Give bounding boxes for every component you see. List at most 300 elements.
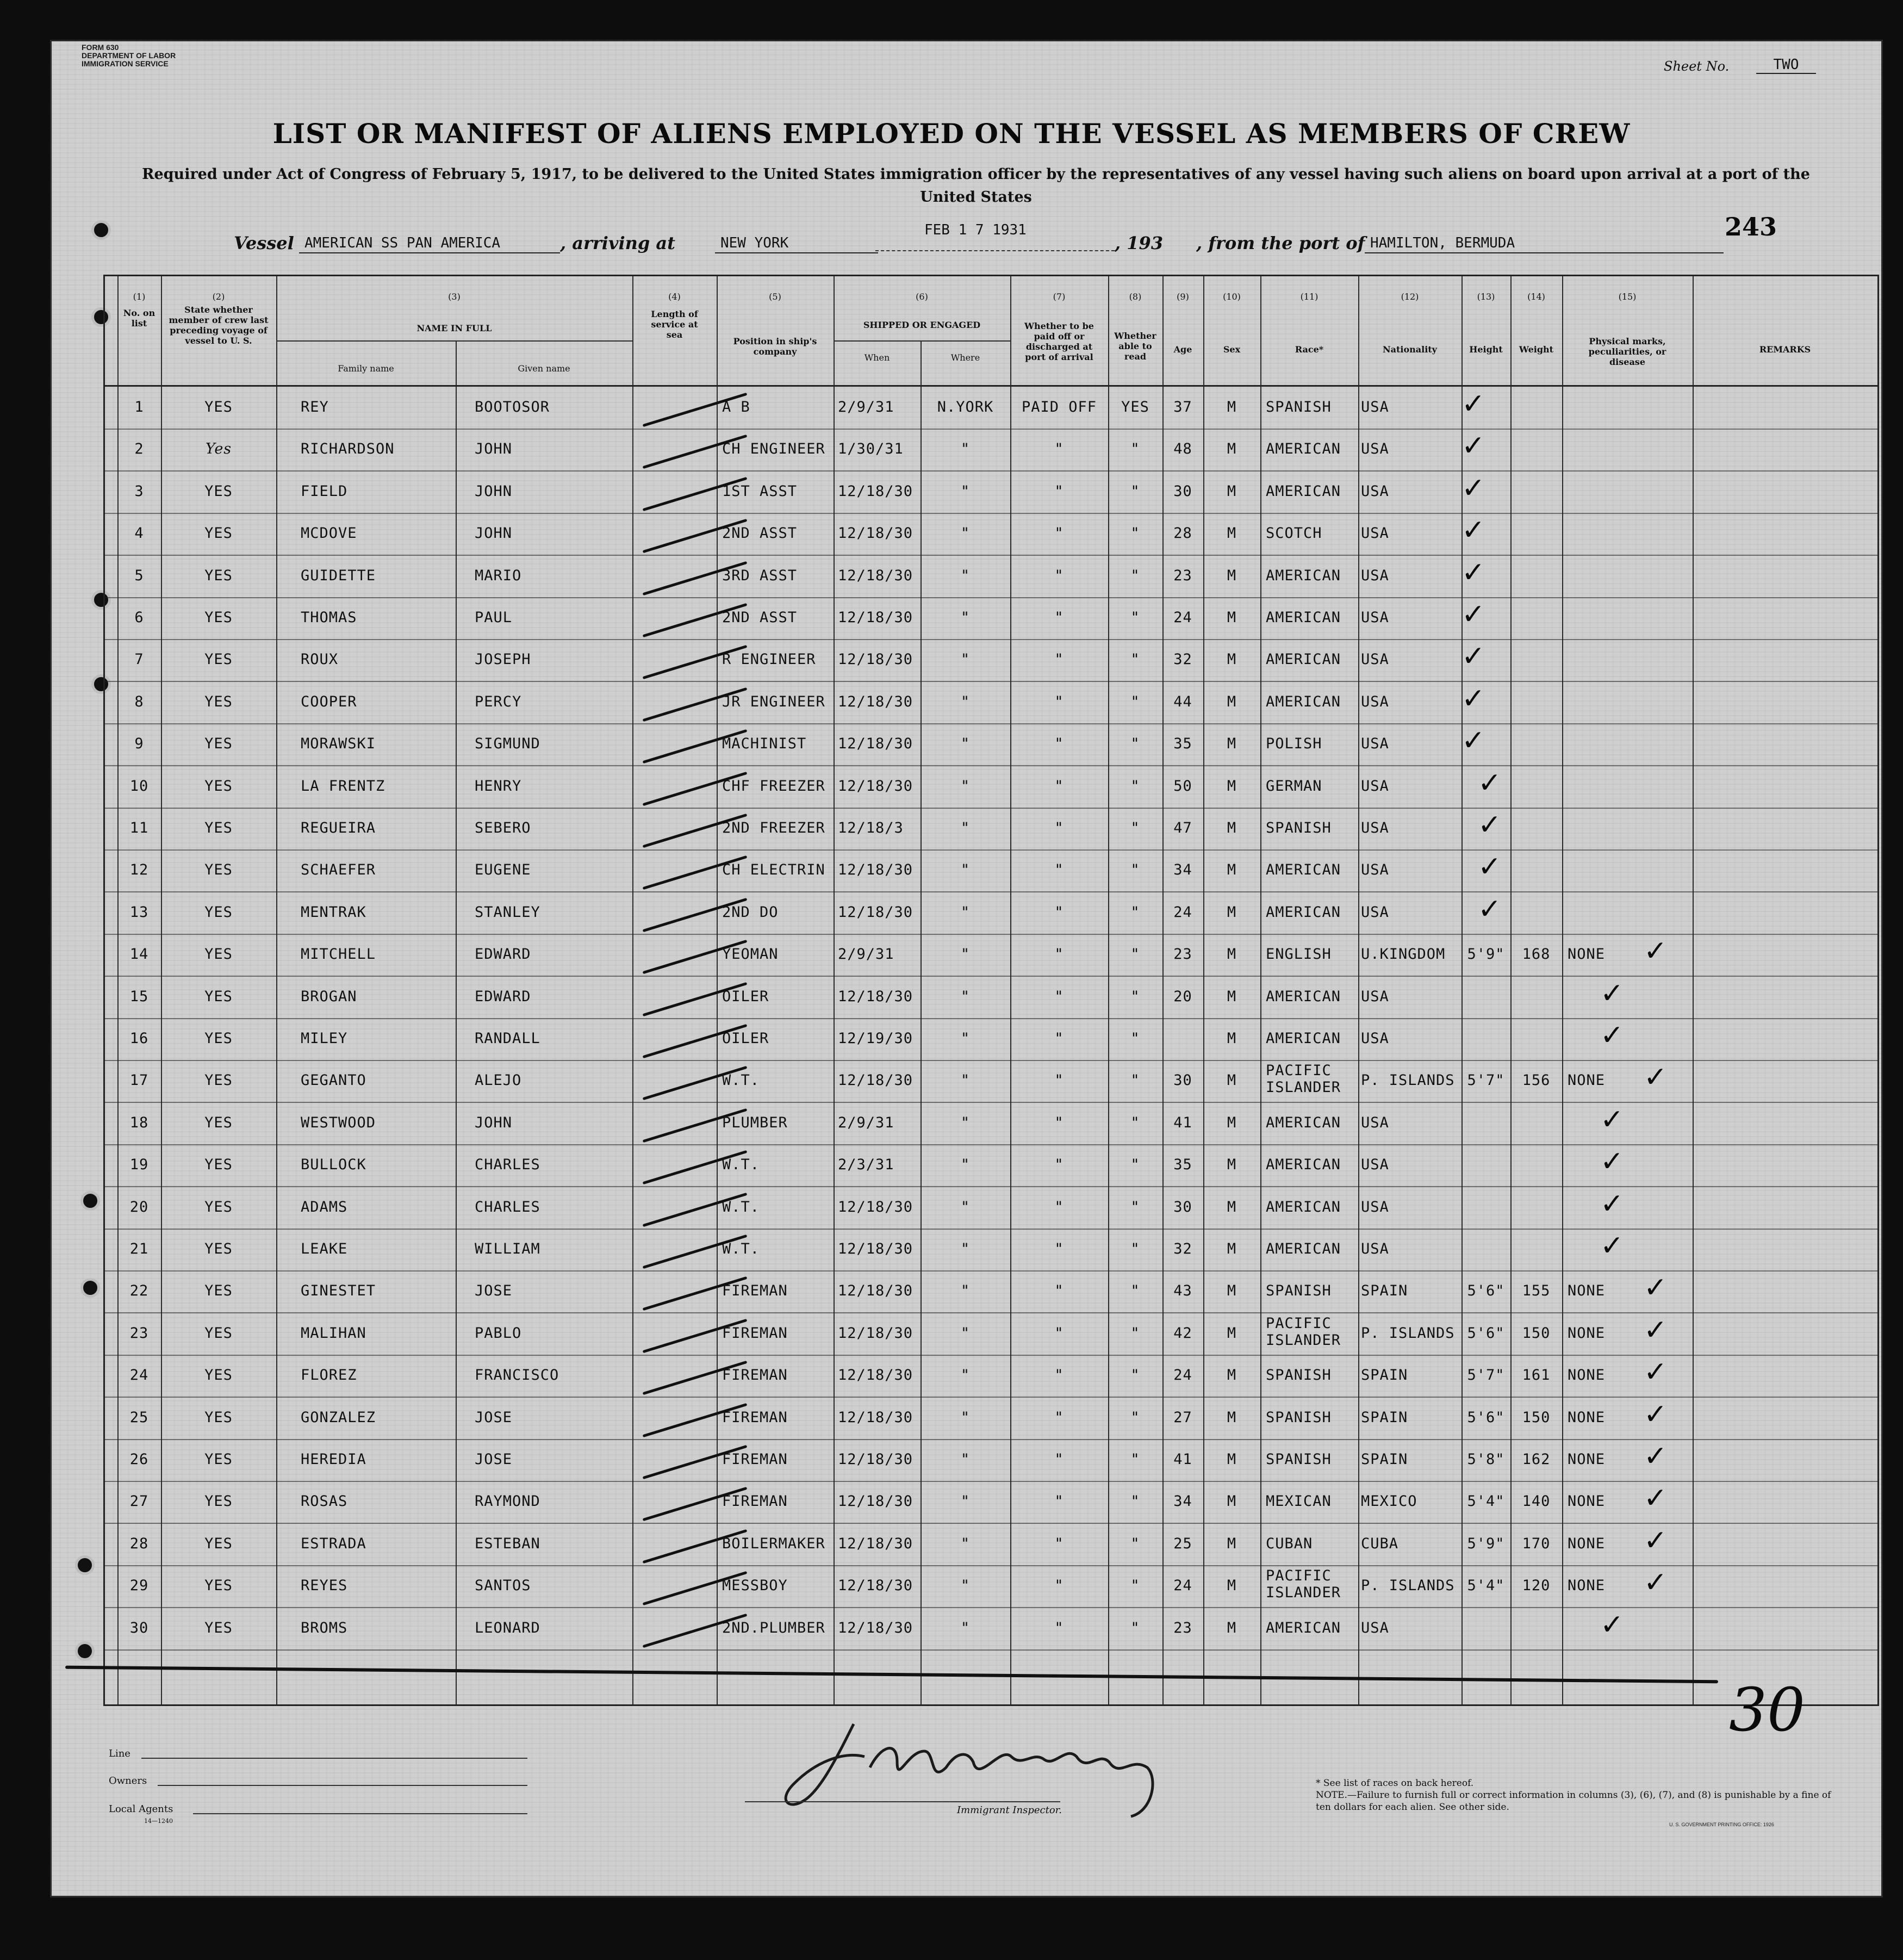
physical-marks: NONE bbox=[1568, 1072, 1606, 1089]
nationality: USA bbox=[1361, 567, 1389, 584]
race-line-1: PACIFIC bbox=[1266, 1314, 1332, 1332]
able-to-read: " bbox=[1130, 693, 1140, 710]
table-row bbox=[105, 723, 1877, 766]
shipped-when: 12/18/30 bbox=[838, 903, 913, 921]
shipped-where: " bbox=[960, 1072, 971, 1089]
position: FIREMAN bbox=[722, 1493, 788, 1510]
physical-marks: NONE bbox=[1568, 946, 1606, 963]
shipped-where: " bbox=[960, 1409, 971, 1426]
col15-num: (15) bbox=[1618, 291, 1637, 302]
family-name: SCHAEFER bbox=[301, 861, 376, 879]
form-code: 14—1240 bbox=[144, 1818, 173, 1825]
able-to-read: " bbox=[1130, 1156, 1140, 1174]
col-header-where: Where bbox=[950, 352, 980, 363]
paid-off: " bbox=[1054, 482, 1064, 500]
race: SPANISH bbox=[1266, 820, 1332, 836]
sex: M bbox=[1227, 820, 1237, 836]
able-to-read: " bbox=[1130, 567, 1140, 584]
position: 2ND FREEZER bbox=[722, 820, 825, 836]
shipped-when: 12/18/30 bbox=[838, 482, 913, 500]
given-name: BOOTOSOR bbox=[475, 399, 550, 415]
race: AMERICAN bbox=[1266, 693, 1341, 710]
position: 2ND ASST bbox=[722, 609, 798, 626]
able-to-read: " bbox=[1130, 609, 1140, 626]
col-header-weight: Weight bbox=[1519, 344, 1554, 355]
race bbox=[1266, 1567, 1358, 1601]
check-mark-icon: ✓ bbox=[1462, 640, 1485, 673]
weight: 161 bbox=[1522, 1367, 1551, 1384]
position: PLUMBER bbox=[722, 1114, 788, 1131]
punch-hole bbox=[91, 220, 111, 240]
position: OILER bbox=[722, 988, 769, 1005]
family-name: MENTRAK bbox=[301, 903, 366, 921]
weight: 155 bbox=[1522, 1282, 1551, 1300]
row-number: 17 bbox=[129, 1072, 149, 1089]
given-name: EUGENE bbox=[475, 861, 531, 879]
race-line-1: PACIFIC bbox=[1266, 1062, 1332, 1080]
able-to-read: " bbox=[1130, 861, 1140, 879]
nationality: CUBA bbox=[1361, 1535, 1399, 1552]
paid-off: " bbox=[1054, 1367, 1064, 1384]
table-row bbox=[105, 1481, 1877, 1524]
nationality: USA bbox=[1361, 441, 1389, 458]
paid-off: " bbox=[1054, 820, 1064, 836]
col-header-length: Length of service at sea bbox=[651, 309, 698, 340]
table-row bbox=[105, 1355, 1877, 1398]
height: 5'6" bbox=[1467, 1282, 1505, 1300]
weight: 120 bbox=[1522, 1577, 1551, 1595]
nationality: USA bbox=[1361, 525, 1389, 542]
race: SPANISH bbox=[1266, 1451, 1332, 1468]
arriving-field: NEW YORK bbox=[715, 234, 878, 253]
paid-off: " bbox=[1054, 1240, 1064, 1257]
previous-voyage: YES bbox=[204, 820, 233, 836]
col-header-name: NAME IN FULL bbox=[416, 323, 492, 333]
shipped-where: " bbox=[960, 1324, 971, 1342]
table-row bbox=[105, 1608, 1877, 1651]
previous-voyage: YES bbox=[204, 525, 233, 542]
paid-off: " bbox=[1054, 693, 1064, 710]
position: W.T. bbox=[722, 1156, 760, 1174]
physical-marks: NONE bbox=[1568, 1367, 1606, 1384]
paid-off: " bbox=[1054, 777, 1064, 795]
physical-marks: NONE bbox=[1568, 1577, 1606, 1595]
physical-marks: NONE bbox=[1568, 1493, 1606, 1510]
year-label: , 193 bbox=[1115, 233, 1164, 253]
age: 42 bbox=[1173, 1324, 1192, 1342]
from-label: , from the port of bbox=[1196, 233, 1365, 253]
col-header-shipped: SHIPPED OR ENGAGED bbox=[863, 320, 981, 330]
shipped-where: " bbox=[960, 693, 971, 710]
family-name: BULLOCK bbox=[301, 1156, 366, 1174]
page-subtitle: Required under Act of Congress of February 5, 1917, to be delivered to the United States immigration officer by the representatives of any vessel having such aliens on board upon arrival at a port of the United States bbox=[142, 166, 1810, 206]
shipped-where: " bbox=[960, 988, 971, 1005]
paid-off: " bbox=[1054, 1198, 1064, 1215]
race: SPANISH bbox=[1266, 1282, 1332, 1300]
sheet-label: Sheet No. bbox=[1664, 59, 1730, 74]
date-line bbox=[875, 250, 1115, 251]
race bbox=[1266, 1062, 1358, 1096]
table-row bbox=[105, 1439, 1877, 1482]
table-row bbox=[105, 1523, 1877, 1566]
col14-num: (14) bbox=[1527, 291, 1545, 302]
shipped-when: 12/18/30 bbox=[838, 1367, 913, 1384]
given-name: HENRY bbox=[475, 777, 522, 795]
able-to-read: " bbox=[1130, 1324, 1140, 1342]
shipped-when: 2/9/31 bbox=[838, 946, 894, 963]
position: A B bbox=[722, 399, 750, 415]
physical-marks: NONE bbox=[1568, 1409, 1606, 1426]
check-mark-icon: ✓ bbox=[1462, 388, 1485, 420]
age: 25 bbox=[1173, 1535, 1192, 1552]
family-name: HEREDIA bbox=[301, 1451, 366, 1468]
position: FIREMAN bbox=[722, 1409, 788, 1426]
nationality: USA bbox=[1361, 735, 1389, 753]
shipped-when: 12/18/30 bbox=[838, 1451, 913, 1468]
nationality: USA bbox=[1361, 1156, 1389, 1174]
table-row bbox=[105, 808, 1877, 851]
sex: M bbox=[1227, 988, 1237, 1005]
nationality: P. ISLANDS bbox=[1361, 1577, 1455, 1595]
family-name: RICHARDSON bbox=[301, 441, 395, 458]
nationality: SPAIN bbox=[1361, 1367, 1408, 1384]
sex: M bbox=[1227, 1156, 1237, 1174]
height: 5'4" bbox=[1467, 1577, 1505, 1595]
shipped-where: N.YORK bbox=[937, 399, 994, 415]
height: 5'8" bbox=[1467, 1451, 1505, 1468]
sex: M bbox=[1227, 903, 1237, 921]
col-header-family: Family name bbox=[338, 363, 394, 374]
race: AMERICAN bbox=[1266, 988, 1341, 1005]
shipped-when: 1/30/31 bbox=[838, 441, 904, 458]
sex: M bbox=[1227, 1240, 1237, 1257]
sex: M bbox=[1227, 693, 1237, 710]
family-name: ADAMS bbox=[301, 1198, 348, 1215]
nationality: P. ISLANDS bbox=[1361, 1324, 1455, 1342]
sex: M bbox=[1227, 1367, 1237, 1384]
shipped-when: 12/18/30 bbox=[838, 1240, 913, 1257]
race: AMERICAN bbox=[1266, 1030, 1341, 1047]
previous-voyage: YES bbox=[204, 1367, 233, 1384]
check-mark-icon: ✓ bbox=[1644, 935, 1668, 968]
vessel-field: AMERICAN SS PAN AMERICA bbox=[299, 234, 560, 253]
row-number: 13 bbox=[129, 903, 149, 921]
able-to-read: " bbox=[1130, 441, 1140, 458]
race-line-2: ISLANDER bbox=[1266, 1331, 1341, 1349]
able-to-read: " bbox=[1130, 1535, 1140, 1552]
col-header-read: Whether able to read bbox=[1114, 331, 1156, 362]
age: 28 bbox=[1173, 525, 1192, 542]
able-to-read: YES bbox=[1121, 399, 1149, 415]
penalty-note-text: NOTE.—Failure to furnish full or correct information in columns (3), (6), (7), and (8) is punishable by a fine of ten dollars for each alien. See other side. bbox=[1316, 1790, 1831, 1813]
shipped-where: " bbox=[960, 861, 971, 879]
shipped-where: " bbox=[960, 651, 971, 668]
height: 5'6" bbox=[1467, 1324, 1505, 1342]
sex: M bbox=[1227, 1198, 1237, 1215]
age: 41 bbox=[1173, 1114, 1192, 1131]
nationality: USA bbox=[1361, 693, 1389, 710]
race: AMERICAN bbox=[1266, 1114, 1341, 1131]
shipped-where: " bbox=[960, 609, 971, 626]
position: CH ELECTRIN bbox=[722, 861, 825, 879]
position: FIREMAN bbox=[722, 1367, 788, 1384]
position: FIREMAN bbox=[722, 1282, 788, 1300]
family-name: MALIHAN bbox=[301, 1324, 366, 1342]
paid-off: " bbox=[1054, 1451, 1064, 1468]
given-name: EDWARD bbox=[475, 946, 531, 963]
nationality: SPAIN bbox=[1361, 1282, 1408, 1300]
nationality: USA bbox=[1361, 1240, 1389, 1257]
previous-voyage: YES bbox=[204, 567, 233, 584]
shipped-where: " bbox=[960, 946, 971, 963]
position: 2ND DO bbox=[722, 903, 779, 921]
given-name: JOHN bbox=[475, 1114, 513, 1131]
col10-num: (10) bbox=[1223, 291, 1241, 302]
given-name: STANLEY bbox=[475, 903, 540, 921]
shipped-when: 2/9/31 bbox=[838, 1114, 894, 1131]
check-mark-icon: ✓ bbox=[1644, 1440, 1668, 1473]
check-mark-icon: ✓ bbox=[1644, 1524, 1668, 1557]
given-name: FRANCISCO bbox=[475, 1367, 559, 1384]
race: CUBAN bbox=[1266, 1535, 1313, 1552]
row-number: 5 bbox=[134, 567, 144, 584]
check-mark-icon: ✓ bbox=[1600, 1230, 1624, 1262]
given-name: CHARLES bbox=[475, 1156, 540, 1174]
able-to-read: " bbox=[1130, 651, 1140, 668]
nationality: USA bbox=[1361, 609, 1389, 626]
position: W.T. bbox=[722, 1072, 760, 1089]
family-name: REY bbox=[301, 399, 329, 415]
able-to-read: " bbox=[1130, 1409, 1140, 1426]
sex: M bbox=[1227, 1114, 1237, 1131]
family-name: GUIDETTE bbox=[301, 567, 376, 584]
given-name: WILLIAM bbox=[475, 1240, 540, 1257]
shipped-when: 12/18/30 bbox=[838, 609, 913, 626]
row-number: 3 bbox=[134, 482, 144, 500]
given-name: PABLO bbox=[475, 1324, 522, 1342]
sex: M bbox=[1227, 567, 1237, 584]
race: SPANISH bbox=[1266, 1409, 1332, 1426]
race: GERMAN bbox=[1266, 777, 1322, 795]
weight: 150 bbox=[1522, 1409, 1551, 1426]
paid-off: " bbox=[1054, 903, 1064, 921]
age: 23 bbox=[1173, 567, 1192, 584]
given-name: JOSE bbox=[475, 1282, 513, 1300]
given-name: SANTOS bbox=[475, 1577, 531, 1595]
height: 5'9" bbox=[1467, 1535, 1505, 1552]
sex: M bbox=[1227, 1030, 1237, 1047]
sex: M bbox=[1227, 1324, 1237, 1342]
race-line-1: PACIFIC bbox=[1266, 1567, 1332, 1585]
previous-voyage: YES bbox=[204, 1282, 233, 1300]
row-number: 1 bbox=[134, 399, 144, 415]
sex: M bbox=[1227, 609, 1237, 626]
sheet-value: TWO bbox=[1756, 57, 1816, 74]
shipped-where: " bbox=[960, 567, 971, 584]
paid-off: PAID OFF bbox=[1021, 399, 1097, 415]
row-number: 6 bbox=[134, 609, 144, 626]
given-name: RANDALL bbox=[475, 1030, 540, 1047]
nationality: USA bbox=[1361, 777, 1389, 795]
age: 23 bbox=[1173, 946, 1192, 963]
sex: M bbox=[1227, 1619, 1237, 1636]
shipped-when: 12/18/30 bbox=[838, 525, 913, 542]
nationality: USA bbox=[1361, 988, 1389, 1005]
paid-off: " bbox=[1054, 567, 1064, 584]
able-to-read: " bbox=[1130, 1493, 1140, 1510]
age: 43 bbox=[1173, 1282, 1192, 1300]
race bbox=[1266, 1315, 1358, 1349]
previous-voyage: YES bbox=[204, 651, 233, 668]
form-identifier bbox=[82, 44, 176, 68]
row-number: 29 bbox=[129, 1577, 149, 1595]
check-mark-icon: ✓ bbox=[1478, 766, 1502, 799]
position: 2ND ASST bbox=[722, 525, 798, 542]
check-mark-icon: ✓ bbox=[1644, 1398, 1668, 1431]
race: MEXICAN bbox=[1266, 1493, 1332, 1510]
paid-off: " bbox=[1054, 1409, 1064, 1426]
nationality: SPAIN bbox=[1361, 1409, 1408, 1426]
shipped-when: 12/18/30 bbox=[838, 1619, 913, 1636]
position: W.T. bbox=[722, 1240, 760, 1257]
col-header-nationality: Nationality bbox=[1383, 344, 1437, 355]
previous-voyage: Yes bbox=[205, 441, 232, 458]
check-mark-icon: ✓ bbox=[1462, 556, 1485, 589]
able-to-read: " bbox=[1130, 988, 1140, 1005]
vessel-line bbox=[234, 222, 1756, 260]
row-number: 14 bbox=[129, 946, 149, 963]
race: AMERICAN bbox=[1266, 1156, 1341, 1174]
check-mark-icon: ✓ bbox=[1478, 892, 1502, 926]
paid-off: " bbox=[1054, 609, 1064, 626]
shipped-when: 12/18/30 bbox=[838, 567, 913, 584]
previous-voyage: YES bbox=[204, 1324, 233, 1342]
check-mark-icon: ✓ bbox=[1462, 472, 1485, 505]
age: 35 bbox=[1173, 1156, 1192, 1174]
row-number: 24 bbox=[129, 1367, 149, 1384]
row-number: 28 bbox=[129, 1535, 149, 1552]
shipped-where: " bbox=[960, 903, 971, 921]
physical-marks: NONE bbox=[1568, 1282, 1606, 1300]
table-row bbox=[105, 681, 1877, 724]
race-note-text: * See list of races on back hereof. bbox=[1316, 1778, 1474, 1789]
col-header-race: Race* bbox=[1295, 344, 1324, 355]
col6-num: (6) bbox=[916, 291, 928, 302]
check-mark-icon: ✓ bbox=[1600, 1103, 1624, 1136]
shipped-where: " bbox=[960, 1114, 971, 1131]
family-name: REGUEIRA bbox=[301, 820, 376, 836]
nationality: USA bbox=[1361, 820, 1389, 836]
given-name: CHARLES bbox=[475, 1198, 540, 1215]
department: DEPARTMENT OF LABOR bbox=[82, 51, 176, 60]
height: 5'4" bbox=[1467, 1493, 1505, 1510]
paid-off: " bbox=[1054, 1577, 1064, 1595]
check-mark-icon: ✓ bbox=[1644, 1271, 1668, 1305]
family-name: FLOREZ bbox=[301, 1367, 357, 1384]
check-mark-icon: ✓ bbox=[1462, 598, 1485, 631]
able-to-read: " bbox=[1130, 1198, 1140, 1215]
punch-hole bbox=[75, 1555, 95, 1575]
shipped-where: " bbox=[960, 1282, 971, 1300]
age: 34 bbox=[1173, 1493, 1192, 1510]
col2-num: (2) bbox=[212, 291, 225, 302]
family-name: GEGANTO bbox=[301, 1072, 366, 1089]
shipped-when: 12/18/30 bbox=[838, 1493, 913, 1510]
row-number: 9 bbox=[134, 735, 144, 753]
given-name: JOSEPH bbox=[475, 651, 531, 668]
table-row bbox=[105, 1187, 1877, 1230]
table-row bbox=[105, 766, 1877, 809]
check-mark-icon: ✓ bbox=[1644, 1061, 1668, 1094]
family-name: MITCHELL bbox=[301, 946, 376, 963]
given-name: SIGMUND bbox=[475, 735, 540, 753]
shipped-when: 12/18/3 bbox=[838, 820, 904, 836]
row-number: 30 bbox=[129, 1619, 149, 1636]
col-header-sex: Sex bbox=[1223, 344, 1241, 355]
age: 24 bbox=[1173, 609, 1192, 626]
col9-num: (9) bbox=[1177, 291, 1189, 302]
col-header-given: Given name bbox=[518, 363, 570, 374]
table-row bbox=[105, 892, 1877, 935]
row-number: 2 bbox=[134, 441, 144, 458]
age: 41 bbox=[1173, 1451, 1192, 1468]
race: AMERICAN bbox=[1266, 441, 1341, 458]
shipped-when: 12/18/30 bbox=[838, 651, 913, 668]
able-to-read: " bbox=[1130, 1367, 1140, 1384]
crew-table bbox=[103, 275, 1879, 1706]
punch-hole bbox=[80, 1278, 100, 1298]
table-row bbox=[105, 1229, 1877, 1271]
paid-off: " bbox=[1054, 946, 1064, 963]
age: 30 bbox=[1173, 1198, 1192, 1215]
previous-voyage: YES bbox=[204, 1198, 233, 1215]
physical-marks: NONE bbox=[1568, 1535, 1606, 1552]
shipped-when: 12/18/30 bbox=[838, 1577, 913, 1595]
race: AMERICAN bbox=[1266, 651, 1341, 668]
nationality: MEXICO bbox=[1361, 1493, 1417, 1510]
race: AMERICAN bbox=[1266, 609, 1341, 626]
nationality: USA bbox=[1361, 1114, 1389, 1131]
race: AMERICAN bbox=[1266, 903, 1341, 921]
sex: M bbox=[1227, 1451, 1237, 1468]
shipped-where: " bbox=[960, 1451, 971, 1468]
row-number: 8 bbox=[134, 693, 144, 710]
able-to-read: " bbox=[1130, 1451, 1140, 1468]
service: IMMIGRATION SERVICE bbox=[82, 59, 169, 68]
previous-voyage: YES bbox=[204, 735, 233, 753]
age: 50 bbox=[1173, 777, 1192, 795]
row-number: 26 bbox=[129, 1451, 149, 1468]
row-number: 19 bbox=[129, 1156, 149, 1174]
previous-voyage: YES bbox=[204, 1619, 233, 1636]
col13-num: (13) bbox=[1477, 291, 1495, 302]
row-number: 10 bbox=[129, 777, 149, 795]
given-name: JOHN bbox=[475, 441, 513, 458]
given-name: LEONARD bbox=[475, 1619, 540, 1636]
given-name: JOHN bbox=[475, 482, 513, 500]
check-mark-icon: ✓ bbox=[1600, 1019, 1624, 1052]
total-count: 30 bbox=[1729, 1675, 1805, 1745]
col-header-no: No. on list bbox=[123, 308, 156, 328]
from-port-field: HAMILTON, BERMUDA bbox=[1365, 234, 1724, 253]
able-to-read: " bbox=[1130, 903, 1140, 921]
check-mark-icon: ✓ bbox=[1644, 1356, 1668, 1389]
race: AMERICAN bbox=[1266, 482, 1341, 500]
nationality: P. ISLANDS bbox=[1361, 1072, 1455, 1089]
able-to-read: " bbox=[1130, 1114, 1140, 1131]
nationality: USA bbox=[1361, 903, 1389, 921]
shipped-where: " bbox=[960, 1240, 971, 1257]
